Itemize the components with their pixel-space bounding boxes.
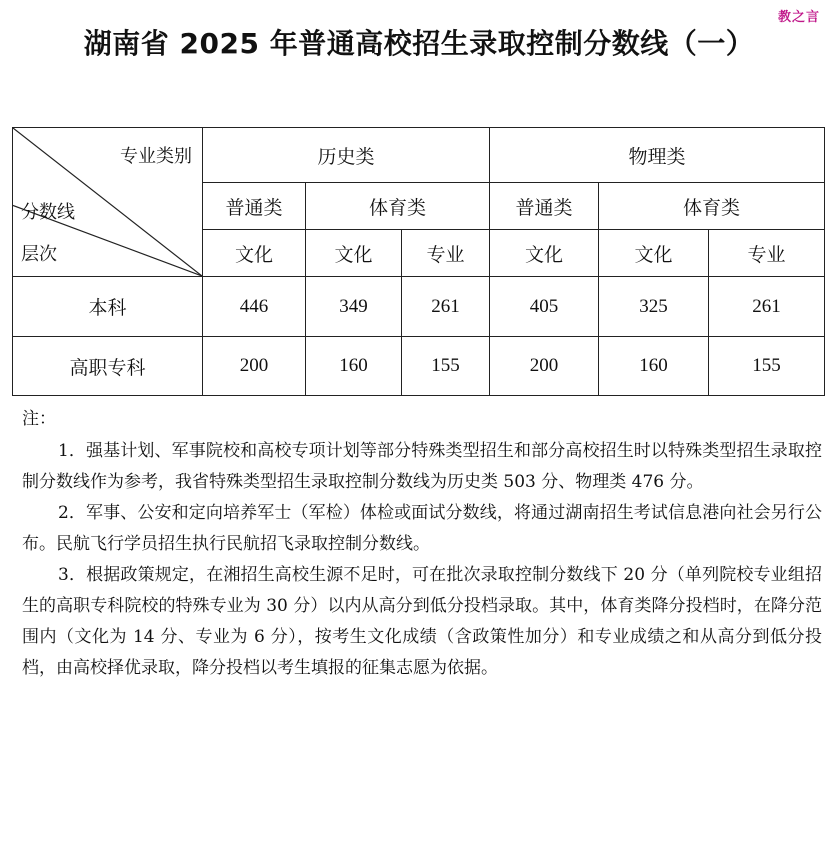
group-header-physics: 物理类 <box>490 128 825 183</box>
row-label-vocational: 高职专科 <box>13 337 203 396</box>
score-cell: 155 <box>402 337 490 396</box>
score-cell: 349 <box>306 277 402 337</box>
column-header: 文化 <box>203 230 306 277</box>
column-header: 文化 <box>599 230 709 277</box>
score-table <box>12 127 825 396</box>
score-cell: 200 <box>490 337 599 396</box>
score-cell: 446 <box>203 277 306 337</box>
notes-section <box>22 404 822 684</box>
group-header-history: 历史类 <box>203 128 490 183</box>
note-item: 2．军事、公安和定向培养军士（军检）体检或面试分数线，将通过湖南招生考试信息港向社会另行公布。民航飞行学员招生执行民航招飞录取控制分数线。 <box>22 503 822 554</box>
score-cell: 160 <box>306 337 402 396</box>
table-row <box>13 277 825 337</box>
row-label-undergraduate: 本科 <box>13 277 203 337</box>
table-corner-header <box>13 128 203 277</box>
table-row <box>13 337 825 396</box>
subgroup-header-physics-general: 普通类 <box>490 183 599 230</box>
score-cell: 155 <box>709 337 825 396</box>
column-header: 专业 <box>709 230 825 277</box>
subgroup-header-history-sports: 体育类 <box>306 183 490 230</box>
score-cell: 160 <box>599 337 709 396</box>
corner-label-level: 层次 <box>21 244 57 265</box>
notes-heading: 注： <box>22 409 56 429</box>
score-cell: 261 <box>709 277 825 337</box>
score-cell: 325 <box>599 277 709 337</box>
column-header: 文化 <box>490 230 599 277</box>
subgroup-header-physics-sports: 体育类 <box>599 183 825 230</box>
watermark-logo: 教之言 <box>778 10 821 25</box>
note-item: 1．强基计划、军事院校和高校专项计划等部分特殊类型招生和部分高校招生时以特殊类型招生录取控制分数线作为参考，我省特殊类型招生录取控制分数线为历史类 503 分、物理类 476 分。 <box>22 441 822 492</box>
corner-label-major-category: 专业类别 <box>120 146 192 167</box>
note-item: 3．根据政策规定，在湘招生高校生源不足时，可在批次录取控制分数线下 20 分（单列院校专业组招生的高职专科院校的特殊专业为 30 分）以内从高分到低分投档录取。其中，体育类降分投档时，在降分范围内（文化为 14 分、专业为 6 分），按考生文化成绩（含政策性加分）和专业成绩之和从高分到低分投档，由高校择优录取，降分投档以考生填报的征集志愿为依据。 <box>22 565 822 678</box>
subgroup-header-history-general: 普通类 <box>203 183 306 230</box>
column-header: 专业 <box>402 230 490 277</box>
corner-label-score-line: 分数线 <box>21 202 75 223</box>
score-cell: 261 <box>402 277 490 337</box>
score-cell: 405 <box>490 277 599 337</box>
page-title: 湖南省 2025 年普通高校招生录取控制分数线（一） <box>83 27 755 60</box>
score-cell: 200 <box>203 337 306 396</box>
column-header: 文化 <box>306 230 402 277</box>
